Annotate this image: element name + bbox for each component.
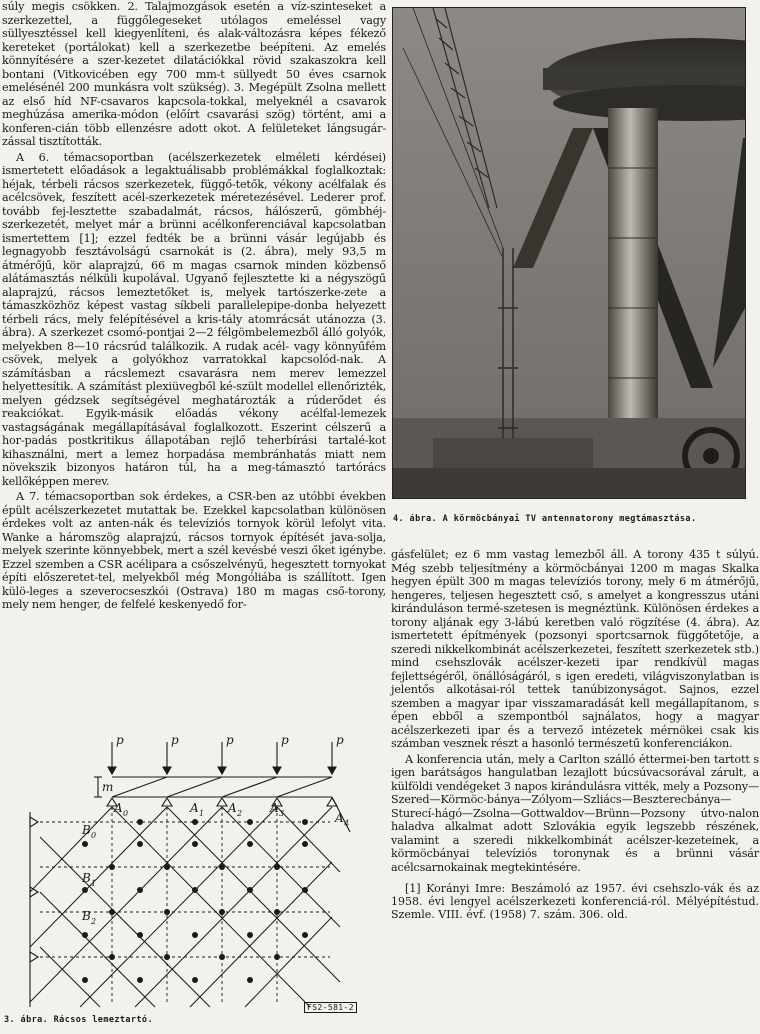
label-b0: B [82,823,91,837]
tv-tower-photo [392,7,746,499]
paragraph-1: súly megis csökken. 2. Talajmozgások esetén a víz-szinteseket a szerkezettel, a függőlegeseket utólagos emeléssel vagy süllyesztéssel kell kiegyenlíteni, és alak-változásra képes fékező kereteket (portálokat) kell a szerkezetbe beépíteni. Az emelés könnyítésére a szer-kezetet dilatációkkal rövid szakaszokra kell bontani (Vitkovicében egy 700 mm-t süllyedt 50 éves csarnok emelésénél 200 munkásra volt szükség). 3. Megépült Zsolna mellett az első híd NF-csavaros kapcsola-tokkal, melyeknél a csavarok meghúzása amerika-módon (előírt csavarási szög) történt, ami a konferen-cián több ellenzésre adott okot. A felületeket lángsugár-zással tisztították. [2,0,386,148]
label-b2: B [82,909,91,923]
label-a0-sub: 0 [123,809,129,818]
reference-1: [1] Korányi Imre: Beszámoló az 1957. évi csehszlo-vák és az 1958. évi lengyel acélszerkezeti konferenciá-ról. Mélyépítéstud. Szemle. VIII. évf. (1958) 7. szám. 306. old. [391,882,759,921]
left-column [2,0,386,614]
label-p: p [116,733,124,747]
figure-3-caption: 3. ábra. Rácsos lemeztartó. [4,1015,153,1025]
label-p: p [281,733,289,747]
label-a2: A [228,801,237,815]
tower-illustration [393,8,745,498]
label-p: p [226,733,234,747]
lattice-drawing [0,722,390,1012]
label-p: p [336,733,344,747]
figure-4-caption: 4. ábra. A körmöcbányai TV antennatorony megtámasztása. [393,514,697,524]
label-a3: A [270,801,279,815]
label-b0-sub: 0 [91,831,97,840]
paragraph-2: A 6. témacsoportban (acélszerkezetek elméleti kérdései) ismertetett előadások a legaktuálisabb problémákkal foglalkoztak: héjak, térbeli rácsos szerkezetek, függő-tetők, vékony acélfalak és acélcsövek, feszített acél-szerkezetek méretezésével. Lederer prof. tovább fej-lesztette szabadalmát, rácsos, hálószerű, gömbhéj-szerkezetét, melyet már a brünni acélkonferenciával kapcsolatban ismertettem [1]; ezzel fedték be a brünni vásár legújabb és legnagyobb fesztávolságú csarnokát is (2. ábra), mely 93,5 m átmérőjű, kör alaprajzú, 66 m magas csarnok minden közbenső alátámasztás nélküli kupolával. Ugyanő fejlesztette ki a négyszögű alaprajzú, rácsos lemeztetőket is, melyek tartószerke-zete a támaszközhöz képest vastag síkbeli parallelepipe-donba helyezett térbeli rács, mely felépítésével a kris-tály atomrácsát utánozza (3. ábra). A szerkezet csomó-pontjai 2—2 félgömbelemezből álló golyók, melyekben 8—10 rácsrúd találkozik. A rudak acél- vagy könnyűfém csövek, melyek a golyókhoz varratokkal kapcsolód-nak. A számításban a rácslemezt csavarásra nem merev lemezzel helyettesítik. A számítást plexiüvegből ké-szült modellel ellenőrizték, melyen gédzsek segítségével meghatározták a rúderődet és reakciókat. Egyik-másik előadás vékony acélfal-lemezek vastagságának megállapításával foglalkozott. Eszerint célszerű a hor-padás postkritikus állapotában rejlő teherbírási tartalé-kot kihasználni, mert a lemez horpadása membránhatás miatt nem növekszik bizonyos határon túl, ha a meg-támasztó tartórács kellőképpen merev. [2,150,386,488]
label-b1: B [82,871,91,885]
label-a4: A [335,811,344,825]
paragraph-5: A konferencia után, mely a Carlton szálló éttermei-ben tartott s igen barátságos hangulatban lezajlott búcsúvacsorával zárult, a külföldi vendégeket 3 napos kirándulásra vitték, mely a Pozsony—Szered—Körmöc-bánya—Zólyom—Szliács—Beszterecbánya—Sturecí-hágó—Zsolna—Gottwaldov—Brünn—Pozsony útvo-nalon haladva alkalmat adott Szlovákia egyik legszebb részének, valamint a szeredi nikkelkombinát acélszer-kezeteinek, a körmöcbányai televíziós toronynak és a brünni vásár acélcsarnokainak megtekintésére. [391,752,759,874]
right-column [391,548,759,932]
label-a4-sub: 4 [344,819,350,828]
label-b2-sub: 2 [91,917,97,926]
label-a2-sub: 2 [237,809,243,818]
lattice-plate-diagram [0,722,390,1012]
label-b1-sub: 1 [91,879,97,888]
figure-3-code: FS2-581-2 [304,1002,357,1013]
label-p: p [171,733,179,747]
label-m: m [102,780,114,794]
label-a1-sub: 1 [199,809,205,818]
paragraph-3: A 7. témacsoportban sok érdekes, a CSR-ben az utóbbi években épült acélszerkezetet mutattak be. Ezekkel kapcsolatban különösen érdekes volt az anten-nák és televíziós tornyok körül lefolyt vita. Wanke a háromszög alaprajzú, rácsos tornyok építését java-solja, melyek szerinte könnyebbek, mert a szél kevésbé veszi őket igénybe. Ezzel szemben a CSR acélipara a csőszelvényű, hegesztett tornyokat építi előszeretet-tel, melyekből még Mongóliába is szállított. Igen külö-leges a szeverocseszkói (Ostrava) 180 m magas cső-torony, mely nem henger, de felfelé keskenyedő for- [2,490,386,611]
paragraph-4: gásfelület; ez 6 mm vastag lemezből áll. A torony 435 t súlyú. Még szebb teljesítmény a körmöcbányai 1200 m magas Skalka hegyen épült 300 m magas televíziós torony, mely 6 m átmérőjű, hengeres, teljesen hegesztett cső, s amelyet a kongresszus utáni kiránduláson termé-szetesen is megnéztünk. Különösen érdekes a torony aljának egy 3-lábú keretben való rögzítése (4. ábra). Az ismertetett építmények (pozsonyi sportcsarnok függőtetője, a szeredi nikkelkombinát acélszerkezetei, feszített szerkezetek stb.) mind csehszlovák acélszer-kezeti ipar rendkívül magas fejlettségéről, önállóságáról, s igen eredeti, világviszonylatban is jelentős alkotásai-ról tettek tanúbizonyságot. Sajnos, ezzel szemben a magyar ipar visszamaradását kell megállapítanom, s épen ebből a szempontból sajnálatos, hogy a magyar acélszerkezeti ipar és a tervező intézetek mérnökei csak kis számban vesznek részt a hasonló természetű konferenciákon. [391,548,759,750]
label-a1: A [190,801,199,815]
label-a3-sub: 3 [279,809,285,818]
label-a0: A [114,801,123,815]
